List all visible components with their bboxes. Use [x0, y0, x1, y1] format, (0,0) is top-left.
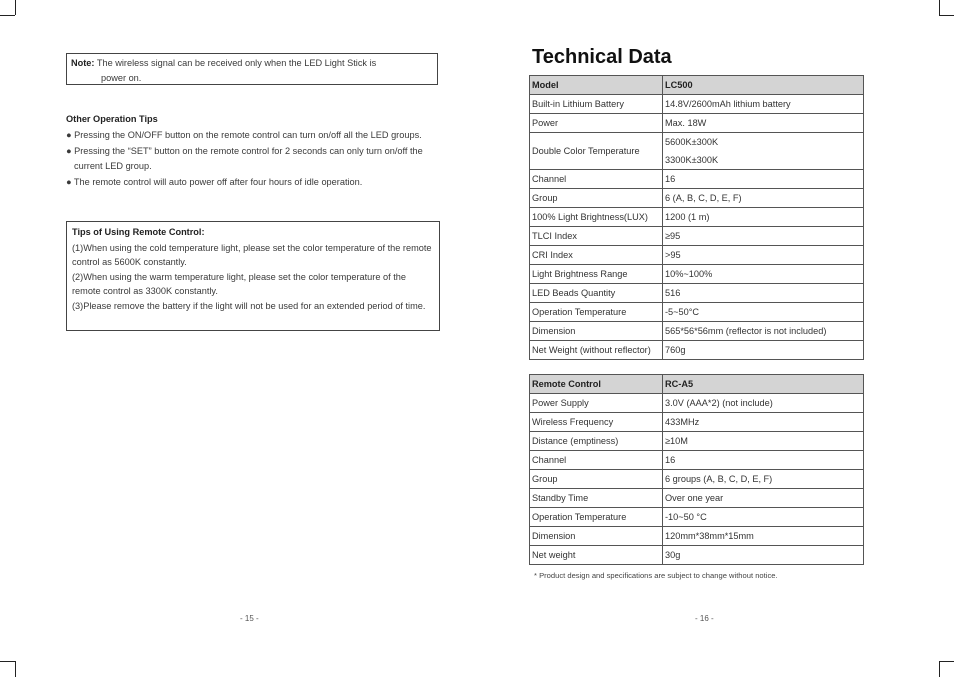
table-row: [530, 303, 864, 322]
header-cell: RC-A5: [663, 375, 864, 394]
header-cell: Model: [530, 76, 663, 95]
remote-tips-box: [66, 221, 440, 331]
note-box: [66, 53, 438, 85]
spec-value: [663, 133, 864, 170]
spec-value: ≥95: [663, 227, 864, 246]
table-row: [530, 432, 864, 451]
table-row: [530, 227, 864, 246]
table-row: [530, 527, 864, 546]
spec-value: Max. 18W: [663, 114, 864, 133]
spec-value: 1200 (1 m): [663, 208, 864, 227]
table-row: [530, 284, 864, 303]
remote-tips-title: Tips of Using Remote Control:: [72, 227, 205, 237]
spec-table: [529, 75, 864, 360]
spec-value: ≥10M: [663, 432, 864, 451]
spec-label: Group: [530, 189, 663, 208]
spec-value: -5~50°C: [663, 303, 864, 322]
header-cell: LC500: [663, 76, 864, 95]
other-tips-heading: Other Operation Tips: [66, 114, 158, 124]
spec-value: 6 groups (A, B, C, D, E, F): [663, 470, 864, 489]
spec-label: Channel: [530, 451, 663, 470]
table-row: [530, 413, 864, 432]
spec-label: Operation Temperature: [530, 303, 663, 322]
spec-label: Dimension: [530, 527, 663, 546]
page-title: Technical Data: [532, 46, 672, 68]
spec-label: Net weight: [530, 546, 663, 565]
header-cell: Remote Control: [530, 375, 663, 394]
crop-mark: [939, 0, 940, 15]
spec-value-line: 3300K±300K: [665, 155, 719, 165]
table-row: [530, 394, 864, 413]
footnote: * Product design and specifications are subject to change without notice.: [534, 571, 778, 580]
spec-value: 16: [663, 170, 864, 189]
spec-value: 433MHz: [663, 413, 864, 432]
spec-label: Net Weight (without reflector): [530, 341, 663, 360]
spec-value: 16: [663, 451, 864, 470]
crop-mark: [15, 0, 16, 15]
table-header-row: [530, 76, 864, 95]
spec-label: CRI Index: [530, 246, 663, 265]
other-tips-list: [66, 128, 441, 190]
spec-value: Over one year: [663, 489, 864, 508]
spec-value: 760g: [663, 341, 864, 360]
crop-mark: [939, 661, 954, 662]
table-header-row: [530, 375, 864, 394]
spec-value: 10%~100%: [663, 265, 864, 284]
crop-mark: [939, 15, 954, 16]
spec-label: TLCI Index: [530, 227, 663, 246]
spec-label: Distance (emptiness): [530, 432, 663, 451]
table-row: [530, 114, 864, 133]
spec-label: Power Supply: [530, 394, 663, 413]
spec-label: Power: [530, 114, 663, 133]
table-row: [530, 189, 864, 208]
spec-label: Group: [530, 470, 663, 489]
table-row: [530, 246, 864, 265]
spec-label: Wireless Frequency: [530, 413, 663, 432]
spec-value: 30g: [663, 546, 864, 565]
crop-mark: [15, 661, 16, 677]
remote-tip: (2)When using the warm temperature light, please set the color temperature of the remote control as 3300K constantly.: [72, 271, 406, 296]
crop-mark: [939, 661, 940, 677]
table-row: [530, 133, 864, 170]
table-row: [530, 208, 864, 227]
spec-label: Operation Temperature: [530, 508, 663, 527]
spec-label: Channel: [530, 170, 663, 189]
spec-value: -10~50 °C: [663, 508, 864, 527]
table-row: [530, 489, 864, 508]
table-row: [530, 265, 864, 284]
remote-tip: (3)Please remove the battery if the light will not be used for an extended period of time.: [72, 300, 426, 311]
table-row: [530, 451, 864, 470]
table-row: [530, 508, 864, 527]
spec-label: Standby Time: [530, 489, 663, 508]
table-row: [530, 341, 864, 360]
page-number-right: - 16 -: [695, 614, 714, 623]
page-number-left: - 15 -: [240, 614, 259, 623]
table-row: [530, 546, 864, 565]
tip-item: ● Pressing the ON/OFF button on the remote control can turn on/off all the LED groups.: [66, 130, 422, 140]
spec-label: Built-in Lithium Battery: [530, 95, 663, 114]
spec-value: 516: [663, 284, 864, 303]
note-label: Note:: [71, 58, 95, 68]
spec-value: 3.0V (AAA*2) (not include): [663, 394, 864, 413]
note-text-continued: power on.: [101, 73, 142, 83]
spec-value: 6 (A, B, C, D, E, F): [663, 189, 864, 208]
crop-mark: [0, 661, 15, 662]
table-row: [530, 470, 864, 489]
spec-value: 565*56*56mm (reflector is not included): [663, 322, 864, 341]
spec-label: Dimension: [530, 322, 663, 341]
spec-value: 14.8V/2600mAh lithium battery: [663, 95, 864, 114]
crop-mark: [0, 15, 15, 16]
note-text: The wireless signal can be received only when the LED Light Stick is: [94, 58, 377, 68]
spec-value: >95: [663, 246, 864, 265]
spec-label: Double Color Temperature: [530, 133, 663, 170]
remote-tip: (1)When using the cold temperature light, please set the color temperature of the remote control as 5600K constantly.: [72, 242, 432, 267]
table-row: [530, 95, 864, 114]
table-row: [530, 322, 864, 341]
spec-value: 120mm*38mm*15mm: [663, 527, 864, 546]
tip-item: ● The remote control will auto power off after four hours of idle operation.: [66, 176, 363, 187]
spec-value-line: 5600K±300K: [665, 137, 719, 147]
remote-table: [529, 374, 864, 565]
spec-label: Light Brightness Range: [530, 265, 663, 284]
table-row: [530, 170, 864, 189]
spec-label: 100% Light Brightness(LUX): [530, 208, 663, 227]
spec-label: LED Beads Quantity: [530, 284, 663, 303]
tip-item: ● Pressing the “SET” button on the remote control for 2 seconds can only turn on/off the current LED group.: [66, 145, 423, 171]
